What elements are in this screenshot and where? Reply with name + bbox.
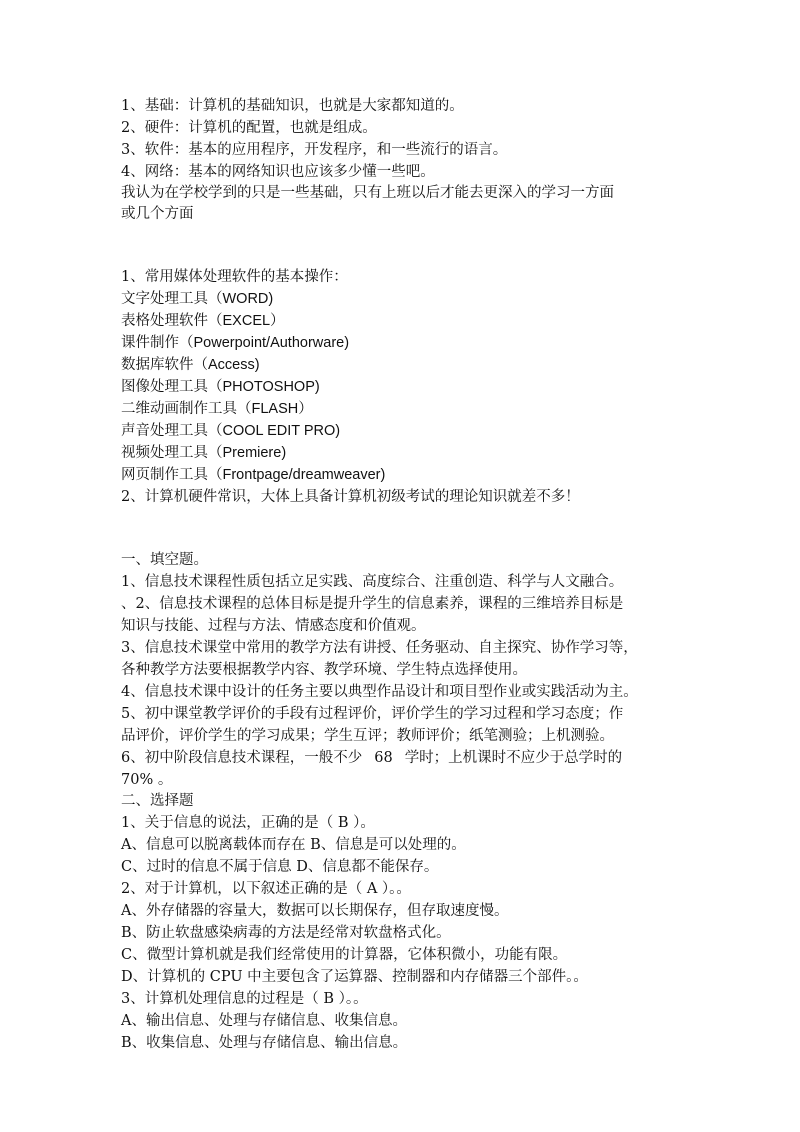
fill-heading: 一、填空题。 bbox=[121, 552, 208, 568]
tool-animation: 二维动画制作工具（FLASH） bbox=[121, 401, 313, 417]
section1-line-5: 我认为在学校学到的只是一些基础，只有上班以后才能去更深入的学习一方面 bbox=[121, 185, 614, 201]
choice-line-3: C、过时的信息不属于信息 D、信息都不能保存。 bbox=[121, 859, 439, 875]
fill-line-q6-percent: 70% 。 bbox=[121, 772, 173, 788]
choice-line-4: 2、对于计算机，以下叙述正确的是（ A ）。。 bbox=[121, 881, 411, 897]
q6-hours: 68 bbox=[374, 750, 393, 766]
section1-line-3: 3、软件：基本的应用程序，开发程序，和一些流行的语言。 bbox=[121, 142, 508, 158]
section1-line-2: 2、硬件：计算机的配置，也就是组成。 bbox=[121, 120, 377, 136]
tool-audio: 声音处理工具（COOL EDIT PRO) bbox=[121, 423, 341, 439]
section1-line-6: 或几个方面 bbox=[121, 206, 194, 222]
q6-prefix: 6、初中阶段信息技术课程，一般不少 bbox=[121, 750, 363, 766]
choice-line-8: D、计算机的 CPU 中主要包含了运算器、控制器和内存储器三个部件。。 bbox=[121, 969, 588, 985]
section1-line-4: 4、网络：基本的网络知识也应该多少懂一些吧。 bbox=[121, 164, 435, 180]
fill-line-1: 1、信息技术课程性质包括立足实践、高度综合、注重创造、科学与人文融合。 bbox=[121, 574, 624, 590]
fill-line-7: 5、初中课堂教学评价的手段有过程评价，评价学生的学习过程和学习态度；作 bbox=[121, 706, 624, 722]
tool-video: 视频处理工具（Premiere) bbox=[121, 445, 287, 461]
fill-line-2: 、2、信息技术课程的总体目标是提升学生的信息素养，课程的三维培养目标是 bbox=[121, 596, 624, 612]
tool-excel: 表格处理软件（EXCEL） bbox=[121, 313, 285, 329]
fill-line-8: 品评价，评价学生的学习成果；学生互评；教师评价；纸笔测验；上机测验。 bbox=[121, 728, 614, 744]
fill-line-4: 3、信息技术课堂中常用的教学方法有讲授、任务驱动、自主探究、协作学习等， bbox=[121, 640, 638, 656]
tool-image: 图像处理工具（PHOTOSHOP) bbox=[121, 379, 320, 395]
choice-heading: 二、选择题 bbox=[121, 793, 194, 809]
q6-suffix: 学时；上机课时不应少于总学时的 bbox=[404, 750, 623, 766]
tool-database: 数据库软件（Access) bbox=[121, 357, 260, 373]
tool-courseware: 课件制作（Powerpoint/Authorware) bbox=[121, 335, 350, 351]
choice-line-10: A、输出信息、处理与存储信息、收集信息。 bbox=[121, 1013, 407, 1029]
section1-line-1: 1、基础：计算机的基础知识，也就是大家都知道的。 bbox=[121, 98, 464, 114]
section2-footer: 2、计算机硬件常识，大体上具备计算机初级考试的理论知识就差不多！ bbox=[121, 489, 580, 505]
tool-word: 文字处理工具（WORD) bbox=[121, 291, 274, 307]
choice-line-11: B、收集信息、处理与存储信息、输出信息。 bbox=[121, 1035, 408, 1051]
choice-line-2: A、信息可以脱离载体而存在 B、信息是可以处理的。 bbox=[121, 837, 466, 853]
choice-line-9: 3、计算机处理信息的过程是（ B ）。。 bbox=[121, 991, 368, 1007]
fill-line-q6 bbox=[121, 747, 691, 769]
tool-webpage: 网页制作工具（Frontpage/dreamweaver) bbox=[121, 467, 386, 483]
fill-line-3: 知识与技能、过程与方法、情感态度和价值观。 bbox=[121, 618, 426, 634]
fill-line-6: 4、信息技术课中设计的任务主要以典型作品设计和项目型作业或实践活动为主。 bbox=[121, 684, 638, 700]
fill-line-5: 各种教学方法要根据教学内容、教学环境、学生特点选择使用。 bbox=[121, 662, 527, 678]
choice-line-5: A、外存储器的容量大，数据可以长期保存，但存取速度慢。 bbox=[121, 903, 509, 919]
choice-line-1: 1、关于信息的说法，正确的是（ B ）。 bbox=[121, 815, 375, 831]
choice-line-7: C、微型计算机就是我们经常使用的计算器，它体积微小，功能有限。 bbox=[121, 947, 568, 963]
section2-heading: 1、常用媒体处理软件的基本操作： bbox=[121, 269, 348, 285]
choice-line-6: B、防止软盘感染病毒的方法是经常对软盘格式化。 bbox=[121, 925, 451, 941]
